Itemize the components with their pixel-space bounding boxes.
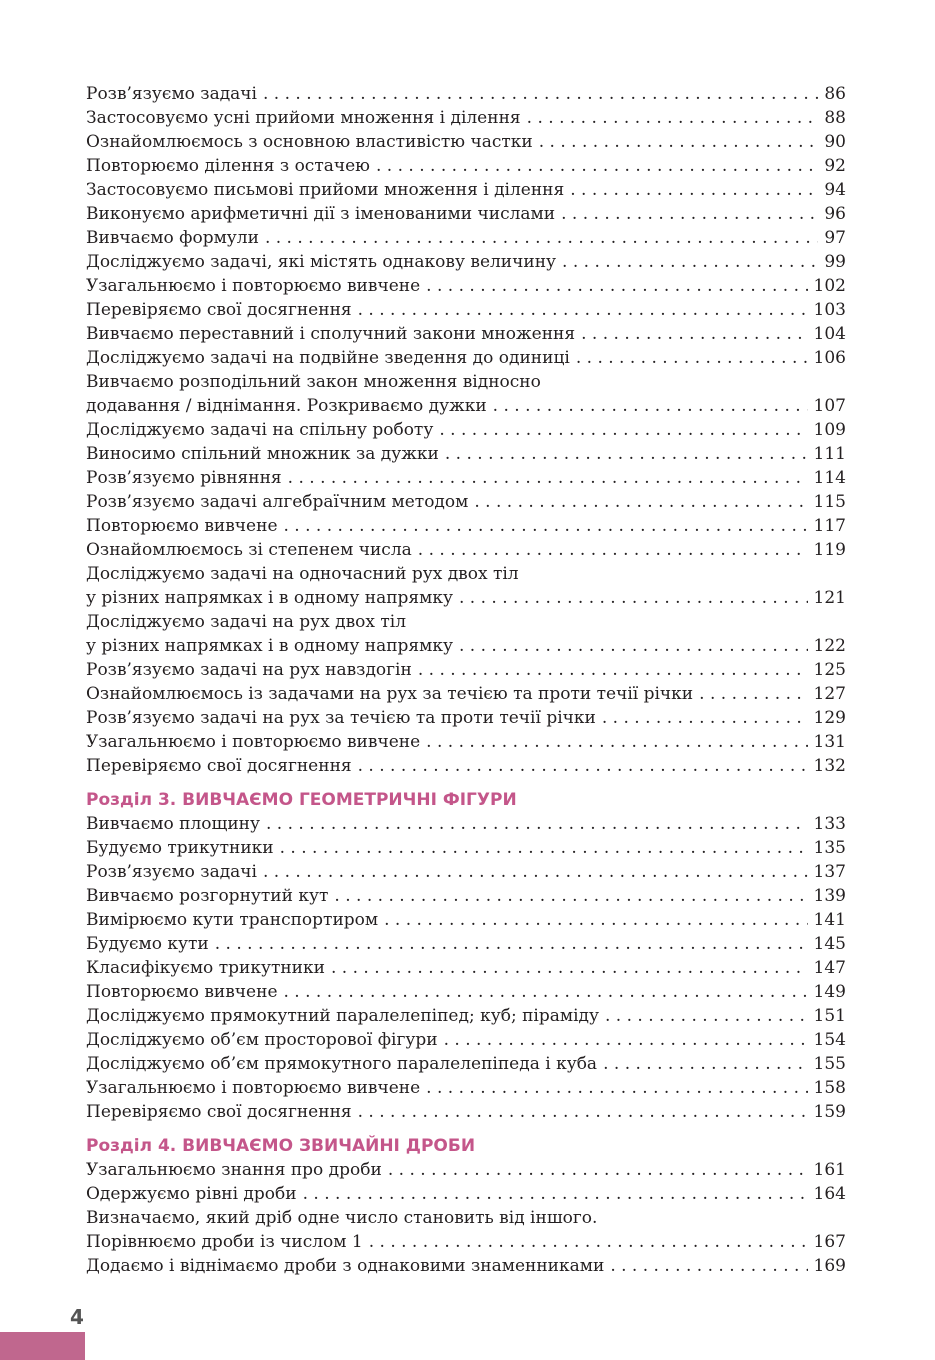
- toc-entry-page: 117: [813, 516, 846, 536]
- toc-entry-page: 88: [824, 108, 846, 128]
- toc-entry: [86, 658, 846, 682]
- toc-entry-page: 109: [813, 420, 846, 440]
- dot-leader: [418, 658, 808, 682]
- dot-leader: [439, 418, 807, 442]
- toc-entry-page: 96: [824, 204, 846, 224]
- dot-leader: [265, 226, 818, 250]
- toc-entry-page: 115: [813, 492, 846, 512]
- toc-entry: [86, 1182, 846, 1206]
- toc-entry-title: Повторюємо вивчене: [86, 982, 278, 1002]
- dot-leader: [369, 1230, 808, 1254]
- toc-entry-title: Виконуємо арифметичні дії з іменованими числами: [86, 204, 556, 224]
- toc-entry-page: 86: [824, 84, 846, 104]
- dot-leader: [284, 980, 808, 1004]
- dot-leader: [376, 154, 818, 178]
- dot-leader: [334, 884, 807, 908]
- dot-leader: [605, 1004, 808, 1028]
- toc-entry-title: Досліджуємо задачі, які містять однакову величину: [86, 252, 557, 272]
- toc-entry-page: 111: [813, 444, 846, 464]
- toc-entry-page: 92: [824, 156, 846, 176]
- dot-leader: [215, 932, 808, 956]
- toc-entry-title: Вивчаємо переставний і сполучний закони множення: [86, 324, 576, 344]
- dot-leader: [539, 130, 819, 154]
- dot-leader: [284, 514, 808, 538]
- toc-entry-page: 139: [813, 886, 846, 906]
- dot-leader: [358, 298, 808, 322]
- toc-entry-page: 119: [813, 540, 846, 560]
- toc-entry: [86, 226, 846, 250]
- toc-entry-title: Вимірюємо кути транспортиром: [86, 910, 379, 930]
- toc-entry-title: Порівнюємо дроби із числом 1: [86, 1232, 363, 1252]
- dot-leader: [602, 706, 808, 730]
- toc-entry: [86, 706, 846, 730]
- toc-entry-page: 99: [824, 252, 846, 272]
- toc-entry: [86, 322, 846, 346]
- toc-entry-title: Досліджуємо задачі на подвійне зведення до одиниці: [86, 348, 570, 368]
- toc-entry-first-line: Визначаємо, який дріб одне число становить від іншого.: [86, 1208, 598, 1228]
- toc-entry-title: Розв’язуємо задачі: [86, 84, 257, 104]
- toc-entry: [86, 514, 846, 538]
- dot-leader: [384, 908, 807, 932]
- toc-entry: [86, 1052, 846, 1076]
- dot-leader: [699, 682, 807, 706]
- toc-entry-page: 161: [813, 1160, 846, 1180]
- toc-entry-page: 169: [813, 1256, 846, 1276]
- toc-entry: [86, 418, 846, 442]
- toc-entry-page: 129: [813, 708, 846, 728]
- toc-entry-title: у різних напрямках і в одному напрямку: [86, 636, 453, 656]
- toc-entry-page: 167: [813, 1232, 846, 1252]
- toc-entry-page: 155: [813, 1054, 846, 1074]
- toc-entry-page: 127: [813, 684, 846, 704]
- toc-entry: [86, 442, 846, 466]
- toc-entry-title: Перевіряємо свої досягнення: [86, 300, 352, 320]
- dot-leader: [562, 250, 818, 274]
- toc-entry: [86, 860, 846, 884]
- toc-entry-title: Узагальнюємо і повторюємо вивчене: [86, 1078, 421, 1098]
- toc-entry: [86, 980, 846, 1004]
- toc-entry: [86, 274, 846, 298]
- section-3-heading: Розділ 3. ВИВЧАЄМО ГЕОМЕТРИЧНІ ФІГУРИ: [86, 790, 517, 810]
- toc-entry: [86, 884, 846, 908]
- dot-leader: [459, 634, 808, 658]
- toc-entry: [86, 932, 846, 956]
- toc-entry-page: 137: [813, 862, 846, 882]
- toc-entry-page: 154: [813, 1030, 846, 1050]
- toc-entry-page: 147: [813, 958, 846, 978]
- dot-leader: [426, 730, 807, 754]
- toc-entry: [86, 1028, 846, 1052]
- toc-entry-title: Застосовуємо письмові прийоми множення і ділення: [86, 180, 565, 200]
- toc-entry-title: Розв’язуємо задачі алгебраїчним методом: [86, 492, 469, 512]
- toc-entry-title: Узагальнюємо знання про дроби: [86, 1160, 382, 1180]
- toc-entry-title: Узагальнюємо і повторюємо вивчене: [86, 732, 421, 752]
- toc-entry-first-line: Вивчаємо розподільний закон множення відносно: [86, 372, 541, 392]
- toc-entry: [86, 178, 846, 202]
- toc-entry-page: 125: [813, 660, 846, 680]
- dot-leader: [459, 586, 808, 610]
- toc-entry-title: Класифікуємо трикутники: [86, 958, 325, 978]
- toc-entry-title: Перевіряємо свої досягнення: [86, 1102, 352, 1122]
- toc-entry-title: Ознайомлюємось з основною властивістю частки: [86, 132, 533, 152]
- toc-block-1: [86, 82, 846, 778]
- toc-entry-page: 159: [813, 1102, 846, 1122]
- toc-entry-title: у різних напрямках і в одному напрямку: [86, 588, 453, 608]
- dot-leader: [263, 860, 808, 884]
- dot-leader: [280, 836, 808, 860]
- toc-entry-page: 145: [813, 934, 846, 954]
- dot-leader: [426, 274, 807, 298]
- toc-entry: [86, 298, 846, 322]
- toc-entry: [86, 250, 846, 274]
- toc-entry-page: 107: [813, 396, 846, 416]
- toc-entry: [86, 908, 846, 932]
- toc-entry-title: Повторюємо ділення з остачею: [86, 156, 370, 176]
- dot-leader: [610, 1254, 807, 1278]
- toc-entry-title: Розв’язуємо задачі на рух за течією та проти течії річки: [86, 708, 596, 728]
- toc-entry-title: Застосовуємо усні прийоми множення і ділення: [86, 108, 521, 128]
- dot-leader: [288, 466, 808, 490]
- toc-entry-page: 114: [813, 468, 846, 488]
- dot-leader: [388, 1158, 808, 1182]
- dot-leader: [474, 490, 807, 514]
- toc-entry-title: Вивчаємо площину: [86, 814, 260, 834]
- toc-entry-title: додавання / віднімання. Розкриваємо дужки: [86, 396, 487, 416]
- page-number-bar: [0, 1332, 85, 1360]
- toc-entry-page: 151: [813, 1006, 846, 1026]
- toc-entry-title: Розв’язуємо задачі на рух навздогін: [86, 660, 412, 680]
- dot-leader: [358, 754, 808, 778]
- toc-entry-first-line: Досліджуємо задачі на одночасний рух двох тіл: [86, 564, 519, 584]
- dot-leader: [426, 1076, 807, 1100]
- toc-entry-page: 94: [824, 180, 846, 200]
- toc-entry-title: Будуємо кути: [86, 934, 209, 954]
- toc-entry: [86, 812, 846, 836]
- toc-entry-title: Одержуємо рівні дроби: [86, 1184, 297, 1204]
- toc-entry-title: Повторюємо вивчене: [86, 516, 278, 536]
- toc-entry-page: 104: [813, 324, 846, 344]
- toc-entry-page: 164: [813, 1184, 846, 1204]
- toc-entry-page: 135: [813, 838, 846, 858]
- toc-entry: [86, 394, 846, 418]
- toc-entry: [86, 1100, 846, 1124]
- table-of-contents: [86, 82, 846, 1278]
- dot-leader: [266, 812, 808, 836]
- dot-leader: [561, 202, 818, 226]
- toc-entry: [86, 1158, 846, 1182]
- dot-leader: [581, 322, 807, 346]
- dot-leader: [263, 82, 818, 106]
- toc-entry-page: 122: [813, 636, 846, 656]
- toc-entry-title: Ознайомлюємось зі степенем числа: [86, 540, 412, 560]
- toc-entry-page: 141: [813, 910, 846, 930]
- toc-entry: [86, 586, 846, 610]
- toc-entry-title: Будуємо трикутники: [86, 838, 274, 858]
- toc-entry-title: Досліджуємо об’єм просторової фігури: [86, 1030, 438, 1050]
- toc-entry-page: 149: [813, 982, 846, 1002]
- toc-entry-page: 97: [824, 228, 846, 248]
- toc-entry: [86, 1076, 846, 1100]
- toc-entry-title: Вивчаємо формули: [86, 228, 259, 248]
- dot-leader: [493, 394, 808, 418]
- toc-entry: [86, 346, 846, 370]
- toc-entry-title: Узагальнюємо і повторюємо вивчене: [86, 276, 421, 296]
- toc-entry-title: Досліджуємо прямокутний паралелепіпед; куб; піраміду: [86, 1006, 599, 1026]
- dot-leader: [303, 1182, 808, 1206]
- toc-entry-title: Ознайомлюємось із задачами на рух за течією та проти течії річки: [86, 684, 694, 704]
- toc-entry: [86, 82, 846, 106]
- toc-entry: [86, 634, 846, 658]
- toc-entry-page: 133: [813, 814, 846, 834]
- toc-entry: [86, 1004, 846, 1028]
- toc-entry-title: Перевіряємо свої досягнення: [86, 756, 352, 776]
- toc-entry: [86, 490, 846, 514]
- toc-entry-page: 132: [813, 756, 846, 776]
- toc-entry-page: 103: [813, 300, 846, 320]
- toc-entry: [86, 956, 846, 980]
- toc-entry-page: 158: [813, 1078, 846, 1098]
- toc-entry: [86, 1254, 846, 1278]
- toc-entry: [86, 754, 846, 778]
- page-number: 4: [70, 1305, 84, 1329]
- dot-leader: [527, 106, 819, 130]
- toc-entry: [86, 106, 846, 130]
- dot-leader: [445, 442, 808, 466]
- toc-entry: [86, 836, 846, 860]
- toc-entry-title: Вивчаємо розгорнутий кут: [86, 886, 329, 906]
- dot-leader: [576, 346, 808, 370]
- toc-entry-title: Розв’язуємо задачі: [86, 862, 257, 882]
- toc-entry: [86, 130, 846, 154]
- toc-entry-page: 102: [813, 276, 846, 296]
- toc-entry: [86, 1230, 846, 1254]
- dot-leader: [358, 1100, 808, 1124]
- toc-entry-title: Досліджуємо об’єм прямокутного паралелепіпеда і куба: [86, 1054, 598, 1074]
- toc-entry-title: Додаємо і віднімаємо дроби з однаковими знаменниками: [86, 1256, 605, 1276]
- toc-entry-title: Досліджуємо задачі на спільну роботу: [86, 420, 434, 440]
- toc-entry: [86, 538, 846, 562]
- toc-entry-page: 90: [824, 132, 846, 152]
- toc-entry: [86, 154, 846, 178]
- toc-entry-first-line: Досліджуємо задачі на рух двох тіл: [86, 612, 407, 632]
- dot-leader: [570, 178, 818, 202]
- toc-entry-page: 121: [813, 588, 846, 608]
- toc-entry-title: Виносимо спільний множник за дужки: [86, 444, 439, 464]
- toc-entry: [86, 202, 846, 226]
- dot-leader: [418, 538, 808, 562]
- toc-entry-page: 131: [813, 732, 846, 752]
- toc-entry: [86, 466, 846, 490]
- toc-entry-page: 106: [813, 348, 846, 368]
- dot-leader: [444, 1028, 808, 1052]
- section-4-heading: Розділ 4. ВИВЧАЄМО ЗВИЧАЙНІ ДРОБИ: [86, 1136, 476, 1156]
- toc-entry: [86, 682, 846, 706]
- dot-leader: [331, 956, 808, 980]
- dot-leader: [603, 1052, 807, 1076]
- toc-section-3: [86, 812, 846, 1124]
- toc-section-4: [86, 1158, 846, 1278]
- toc-entry-title: Розв’язуємо рівняння: [86, 468, 282, 488]
- toc-entry: [86, 730, 846, 754]
